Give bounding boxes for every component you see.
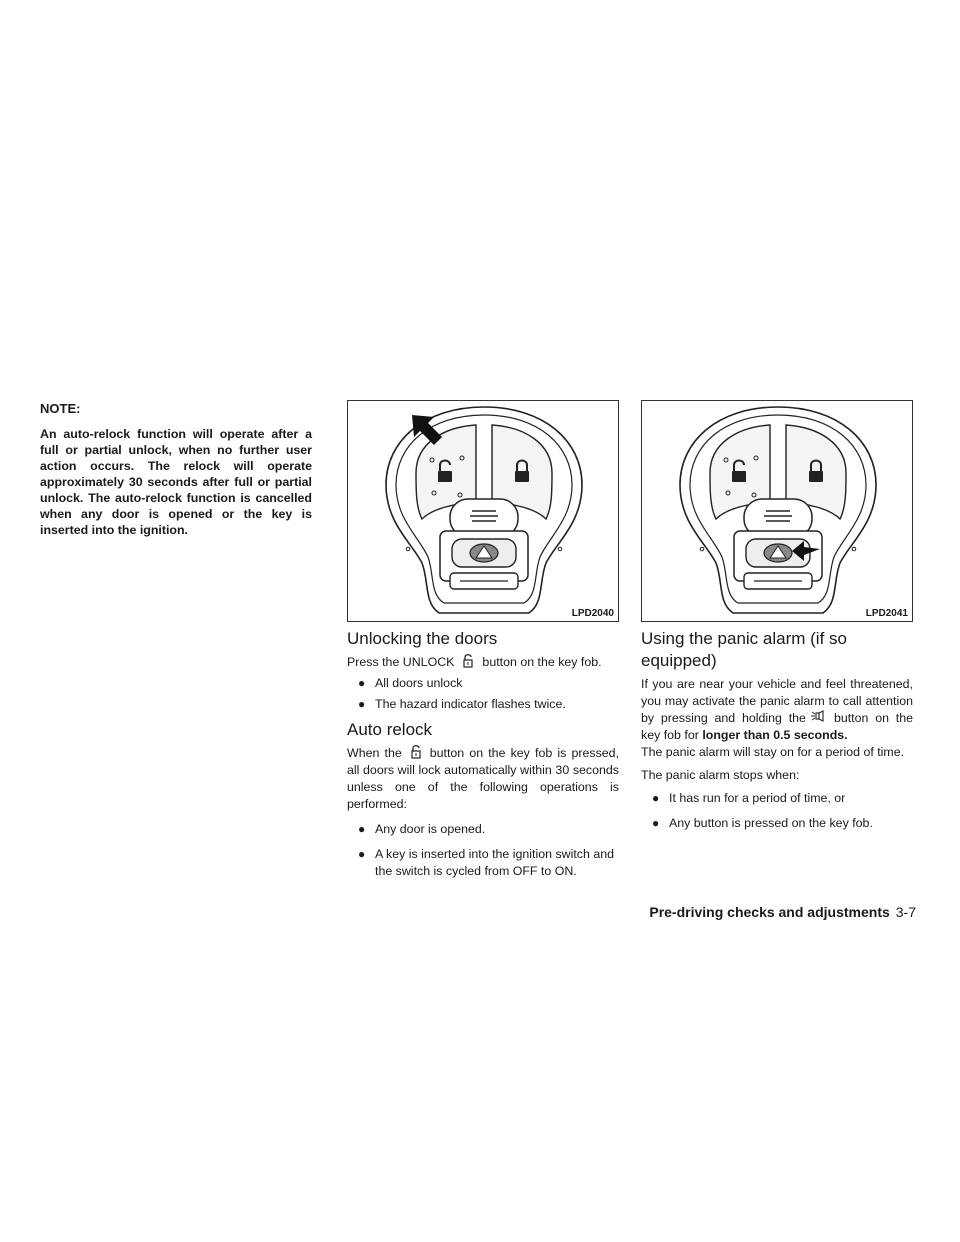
- page-footer: [649, 904, 916, 920]
- unlock-column: [347, 400, 619, 888]
- note-title: NOTE:: [40, 401, 81, 416]
- key-fob-illustration: [642, 401, 914, 623]
- note-column: [40, 400, 312, 538]
- panic-text: If you are near your vehicle and feel threatened, you may activate the panic alarm to call attention by pressing and holding the button on the key fob for longer than 0.5 seconds.: [641, 677, 913, 742]
- key-fob-illustration: [348, 401, 620, 623]
- figure-label: LPD2041: [865, 608, 908, 619]
- panic-heading: Using the panic alarm (if so equipped): [641, 629, 847, 670]
- figure-label: LPD2040: [571, 608, 614, 619]
- list-item: ● All doors unlock: [358, 676, 463, 690]
- note-body: An auto-relock function will operate after a full or partial unlock, when no further user action occurs. The relock will operate approximately 30 seconds after full or partial unlock. The auto-relock function is cancelled when any door is opened or the key is inserted into the ignition.: [40, 427, 312, 537]
- autorelock-text: When the button on the key fob is pressed, all doors will lock automatically within 30 seconds unless one of the following operations is performed:: [347, 746, 619, 811]
- panic-bullets: [641, 790, 913, 832]
- unlocking-bullets: [347, 675, 619, 713]
- list-item: ● A key is inserted into the ignition switch and the switch is cycled from OFF to ON.: [358, 847, 614, 878]
- panic-column: [641, 400, 913, 840]
- list-item: ● Any button is pressed on the key fob.: [652, 816, 873, 830]
- footer-section-title: Pre-driving checks and adjustments: [649, 904, 890, 920]
- autorelock-heading: Auto relock: [347, 720, 433, 739]
- unlock-icon: [454, 654, 482, 668]
- panic-stay-on: The panic alarm will stay on for a period of time.: [641, 745, 905, 759]
- autorelock-bullets: [347, 821, 619, 880]
- panic-stops-when: The panic alarm stops when:: [641, 768, 800, 782]
- list-item: ● It has run for a period of time, or: [652, 791, 846, 805]
- unlocking-heading: Unlocking the doors: [347, 629, 498, 648]
- page-number: 3-7: [895, 904, 916, 920]
- list-item: ● The hazard indicator flashes twice.: [358, 697, 566, 711]
- list-item: ● Any door is opened.: [358, 822, 486, 836]
- key-fob-panic-figure: [641, 400, 913, 622]
- key-fob-unlock-figure: [347, 400, 619, 622]
- unlock-icon: [402, 745, 430, 759]
- panic-horn-icon: [806, 710, 834, 724]
- unlocking-text: Press the UNLOCK button on the key fob.: [347, 655, 602, 669]
